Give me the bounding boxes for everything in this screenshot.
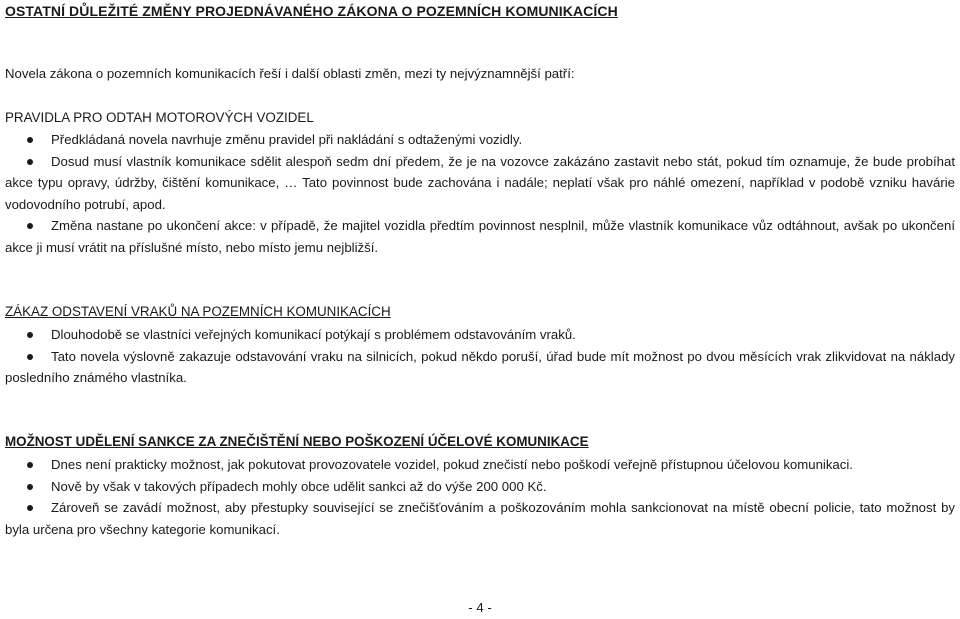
bullet-icon — [27, 137, 33, 143]
bullet-icon — [27, 223, 33, 229]
towing-bullet-list — [5, 129, 955, 258]
page-number: - 4 - — [468, 600, 492, 615]
bullet-icon — [27, 159, 33, 165]
list-item — [5, 324, 955, 346]
list-item — [5, 497, 955, 540]
list-item — [5, 151, 955, 216]
list-item-text: Tato novela výslovně zakazuje odstavování vraku na silnicích, pokud někdo poruší, úřad bude mít možnost po dvou měsících vrak zlikvidovat na náklady posledního známého vlastníka. — [5, 348, 955, 385]
list-item — [5, 454, 955, 476]
list-item — [5, 129, 955, 151]
list-item-text: Nově by však v takových případech mohly obce udělit sankci až do výše 200 000 Kč. — [51, 478, 547, 494]
section-heading-wrecks: ZÁKAZ ODSTAVENÍ VRAKŮ NA POZEMNÍCH KOMUNIKACÍCH — [5, 304, 391, 319]
page-title: OSTATNÍ DŮLEŽITÉ ZMĚNY PROJEDNÁVANÉHO ZÁKONA O POZEMNÍCH KOMUNIKACÍCH — [5, 3, 618, 19]
list-item — [5, 346, 955, 389]
list-item-text: Zároveň se zavádí možnost, aby přestupky související se znečišťováním a poškozováním mohla sankcionovat na místě obecní policie, tato možnost by byla určena pro všechny kategorie komunikací. — [5, 500, 955, 537]
section-heading-sanctions: MOŽNOST UDĚLENÍ SANKCE ZA ZNEČIŠTĚNÍ NEBO POŠKOZENÍ ÚČELOVÉ KOMUNIKACE — [5, 434, 589, 449]
bullet-icon — [27, 354, 33, 360]
section-heading-towing: PRAVIDLA PRO ODTAH MOTOROVÝCH VOZIDEL — [5, 110, 314, 125]
list-item-text: Předkládaná novela navrhuje změnu pravidel při nakládání s odtaženými vozidly. — [51, 132, 523, 147]
bullet-icon — [27, 505, 33, 511]
list-item-text: Dosud musí vlastník komunikace sdělit alespoň sedm dní předem, že je na vozovce zakázáno zastavit nebo stát, pokud tím oznamuje, že bude probíhat akce typu opravy, údržby, čištění komunikace, … Tato povinnost bude zachována i nadále; neplatí však pro náhlé omezení, například v podobě vzniku havárie vodovodního potrubí, apod. — [5, 153, 955, 212]
list-item-text: Změna nastane po ukončení akce: v případě, že majitel vozidla předtím povinnost nesplnil, může vlastník komunikace vůz odtáhnout, avšak po ukončení akce ji musí vrátit na příslušné místo, nebo místo jemu nejbližší. — [5, 218, 955, 255]
list-item-text: Dlouhodobě se vlastníci veřejných komunikací potýkají s problémem odstavováním vraků. — [51, 327, 576, 342]
wrecks-bullet-list — [5, 324, 955, 389]
intro-paragraph: Novela zákona o pozemních komunikacích řeší i další oblasti změn, mezi ty nejvýznamnější patří: — [5, 66, 575, 81]
list-item — [5, 215, 955, 258]
list-item — [5, 476, 955, 498]
sanctions-bullet-list — [5, 454, 955, 540]
list-item-text: Dnes není prakticky možnost, jak pokutovat provozovatele vozidel, pokud znečistí nebo poškodí veřejně přístupnou účelovou komunikaci. — [51, 457, 853, 472]
bullet-icon — [27, 462, 33, 468]
bullet-icon — [27, 332, 33, 338]
bullet-icon — [27, 484, 33, 490]
